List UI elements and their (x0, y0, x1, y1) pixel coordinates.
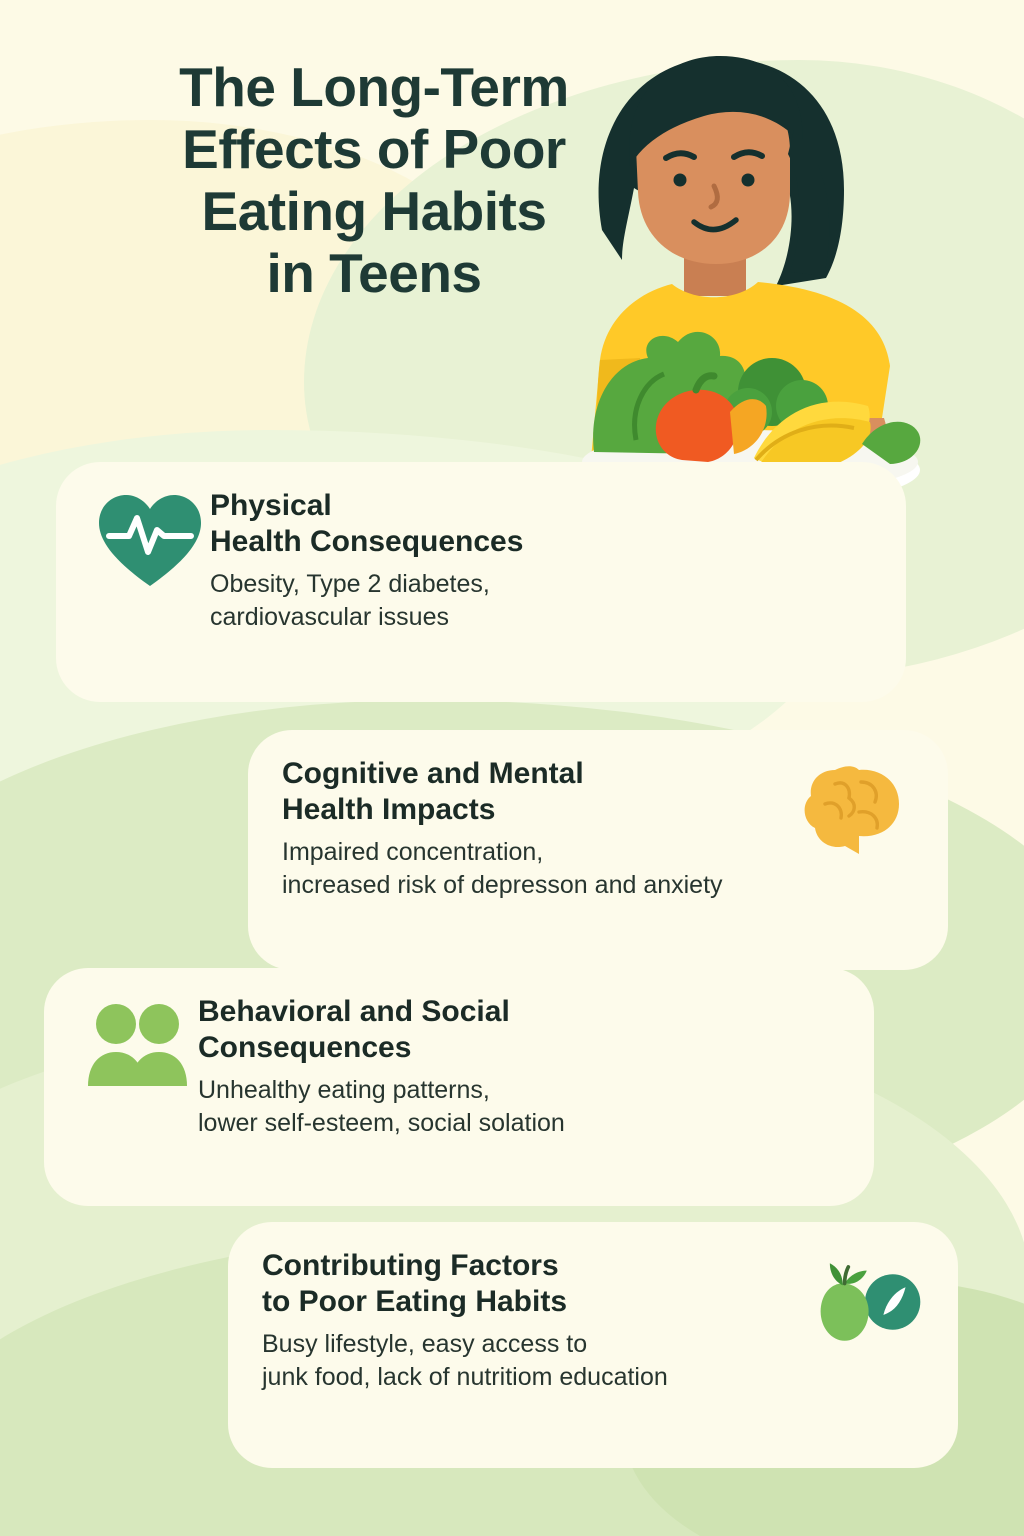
card-description-line-2: lower self-esteem, social solation (198, 1109, 565, 1137)
title-line-3: Eating Habits (201, 180, 547, 243)
heart-pulse-icon (90, 488, 210, 592)
card-behavioral-social (44, 968, 874, 1206)
card-heading-line-2: Consequences (198, 1031, 412, 1064)
card-description-line-2: junk food, lack of nutritiom education (262, 1363, 668, 1391)
card-heading-line-2: to Poor Eating Habits (262, 1285, 568, 1318)
card-description-line-2: increased risk of depresson and anxiety (282, 871, 723, 899)
card-heading-line-1: Behavioral and Social (198, 995, 510, 1028)
card-contributing-factors-body (262, 1248, 804, 1394)
card-description-line-1: Impaired concentration, (282, 838, 544, 866)
card-heading (198, 994, 840, 1066)
title-line-2: Effects of Poor (182, 118, 566, 181)
card-heading-line-1: Cognitive and Mental (282, 757, 584, 790)
card-description (282, 836, 794, 902)
card-contributing-factors (228, 1222, 958, 1468)
brain-icon (794, 756, 914, 860)
card-behavioral-social-body (198, 994, 840, 1140)
card-cognitive-mental-health (248, 730, 948, 970)
page-title (74, 56, 674, 305)
card-heading (262, 1248, 804, 1320)
title-line-4: in Teens (266, 242, 482, 305)
card-description (262, 1328, 804, 1394)
card-description-line-2: cardiovascular issues (210, 603, 449, 631)
card-description (198, 1074, 840, 1140)
apple-leaf-icon (804, 1248, 924, 1352)
card-physical-health (56, 462, 906, 702)
card-heading (282, 756, 794, 828)
title-line-1: The Long-Term (179, 56, 569, 118)
card-description-line-1: Unhealthy eating patterns, (198, 1076, 490, 1104)
card-description-line-1: Obesity, Type 2 diabetes, (210, 570, 490, 598)
card-heading-line-1: Contributing Factors (262, 1249, 559, 1282)
card-heading-line-2: Health Consequences (210, 525, 524, 558)
card-heading-line-2: Health Impacts (282, 793, 496, 826)
card-description-line-1: Busy lifestyle, easy access to (262, 1330, 588, 1358)
card-cognitive-mental-health-body (282, 756, 794, 902)
card-description (210, 568, 872, 634)
card-heading-line-1: Physical (210, 489, 332, 522)
card-physical-health-body (210, 488, 872, 634)
card-heading (210, 488, 872, 560)
people-icon (78, 994, 198, 1098)
